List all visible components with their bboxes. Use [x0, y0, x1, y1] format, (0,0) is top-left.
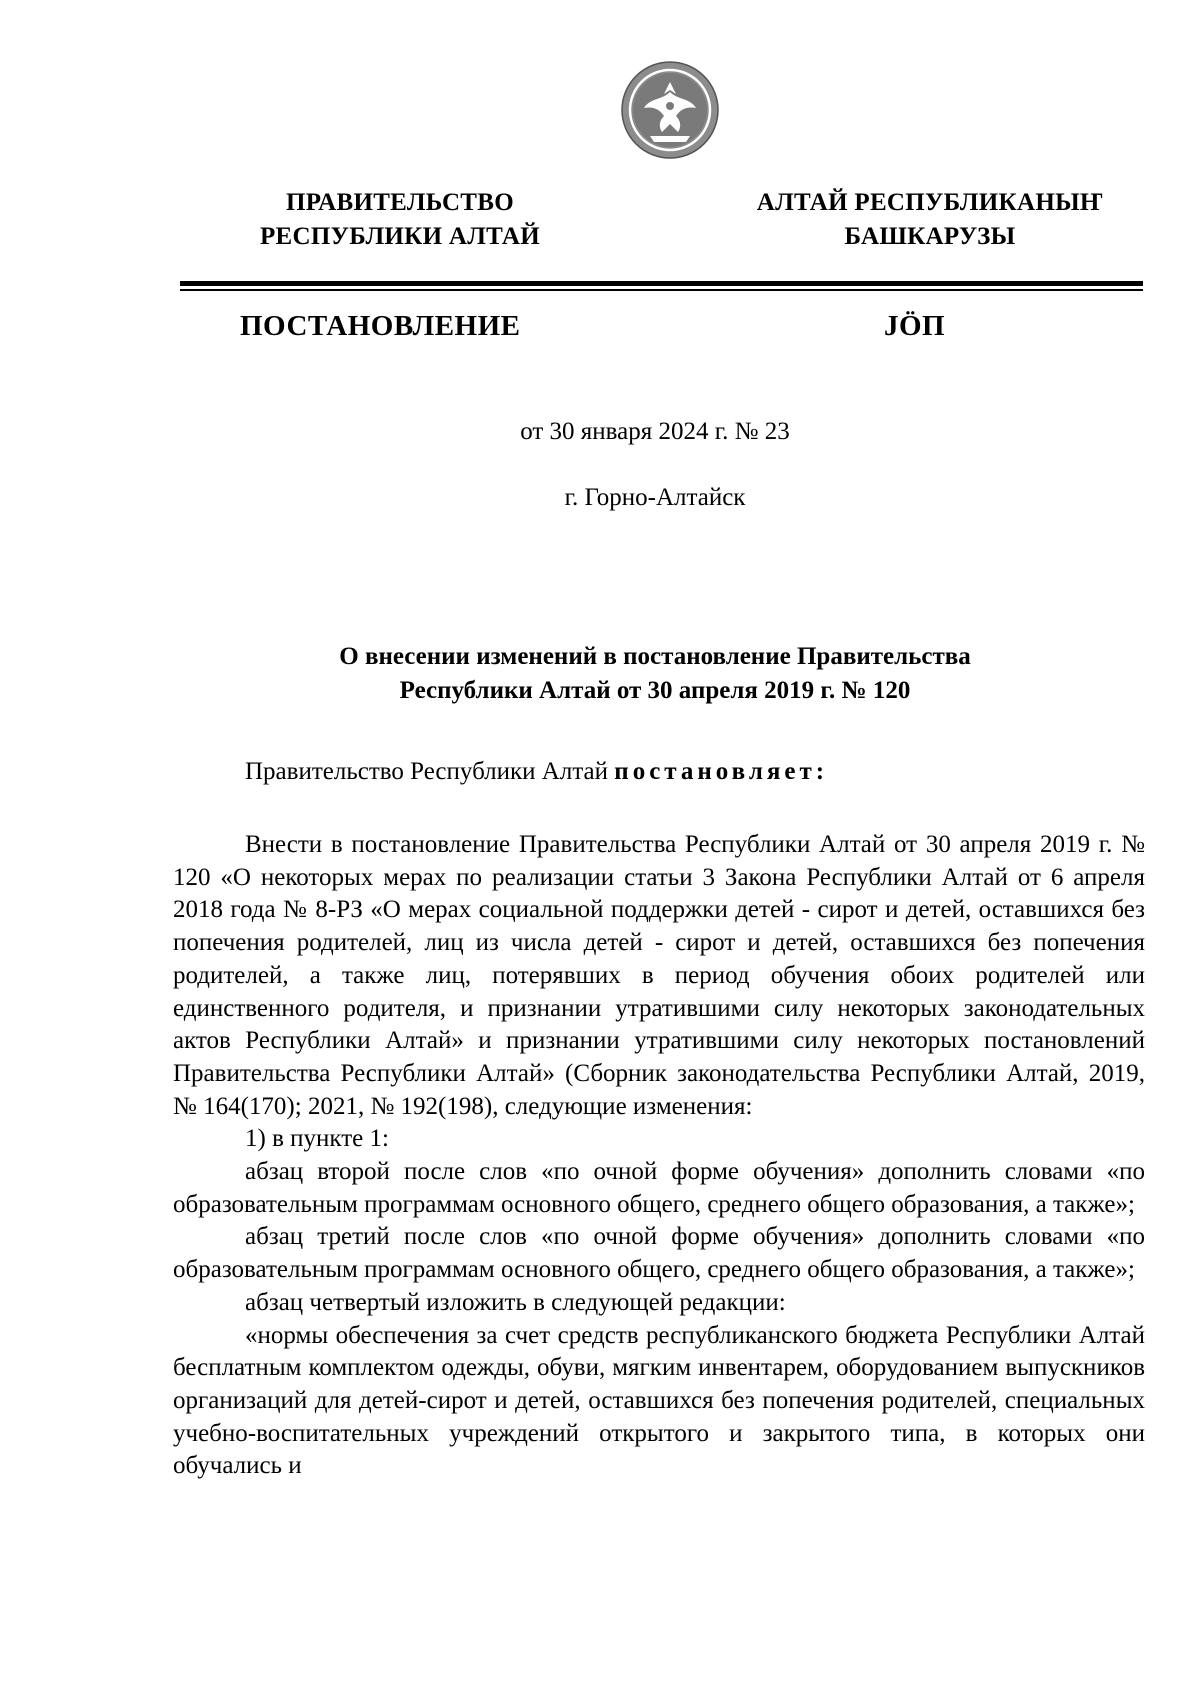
body-paragraph: абзац второй после слов «по очной форме обучения» дополнить словами «по образовательным программам основного общего, среднего общего образования, а также»;: [173, 1158, 1145, 1218]
government-name-line1: ПРАВИТЕЛЬСТВО: [286, 189, 514, 216]
resolution-intro-subject: Правительство Республики Алтай: [245, 758, 609, 785]
document-title-line2: Республики Алтай от 30 апреля 2019 г. № 120: [399, 677, 911, 704]
government-name-line2: РЕСПУБЛИКИ АЛТАЙ: [259, 223, 540, 250]
resolution-intro: [245, 755, 828, 789]
document-type-altai: JÖП: [884, 310, 946, 342]
document-title-line1: О внесении изменений в постановление Правительства: [339, 643, 971, 670]
header-divider-thick: [180, 281, 1143, 286]
header-divider-thin: [180, 289, 1143, 291]
document-type-russian: ПОСТАНОВЛЕНИЕ: [240, 310, 521, 342]
document-body: [173, 829, 1145, 1483]
government-name-altai-line1: АЛТАЙ РЕСПУБЛИКАНЫҤ: [756, 189, 1104, 216]
body-paragraph: абзац четвертый изложить в следующей редакции:: [245, 1288, 786, 1316]
body-paragraph: абзац третий после слов «по очной форме обучения» дополнить словами «по образовательным программам основного общего, среднего общего образования, а также»;: [173, 1223, 1145, 1284]
government-name-altai: [700, 186, 1160, 254]
government-name-russian: [200, 186, 600, 254]
coat-of-arms-icon: [620, 60, 720, 160]
body-paragraph: «нормы обеспечения за счет средств республиканского бюджета Республики Алтай бесплатным комплектом одежды, обуви, мягким инвентарем, оборудованием выпускников организаций для детей-сирот и детей, оставшихся без попечения родителей, специальных учебно-воспитательных учреждений открытого и закрытого типа, в которых они обучались и: [173, 1321, 1145, 1480]
document-title: [240, 640, 1070, 708]
body-paragraph: 1) в пункте 1:: [245, 1125, 389, 1153]
document-city: г. Горно-Алтайск: [564, 484, 746, 511]
body-paragraph: Внести в постановление Правительства Республики Алтай от 30 апреля 2019 г. № 120 «О некоторых мерах по реализации статьи 3 Закона Республики Алтай от 6 апреля 2018 года № 8-РЗ «О мерах социальной поддержки детей - сирот и детей, оставшихся без попечения родителей, лиц из числа детей - сирот и детей, оставшихся без попечения родителей, а также лиц, потерявших в период обучения обоих родителей или единственного родителя, и признании утратившими силу некоторых законодательных актов Республики Алтай» и признании утратившими силу некоторых постановлений Правительства Республики Алтай» (Сборник законодательства Республики Алтай, 2019, № 164(170); 2021, № 192(198), следующие изменения:: [173, 831, 1145, 1120]
resolution-intro-verb: постановляет:: [614, 758, 829, 785]
government-name-altai-line2: БАШКАРУЗЫ: [844, 223, 1016, 250]
document-date-number: от 30 января 2024 г. № 23: [520, 418, 790, 445]
